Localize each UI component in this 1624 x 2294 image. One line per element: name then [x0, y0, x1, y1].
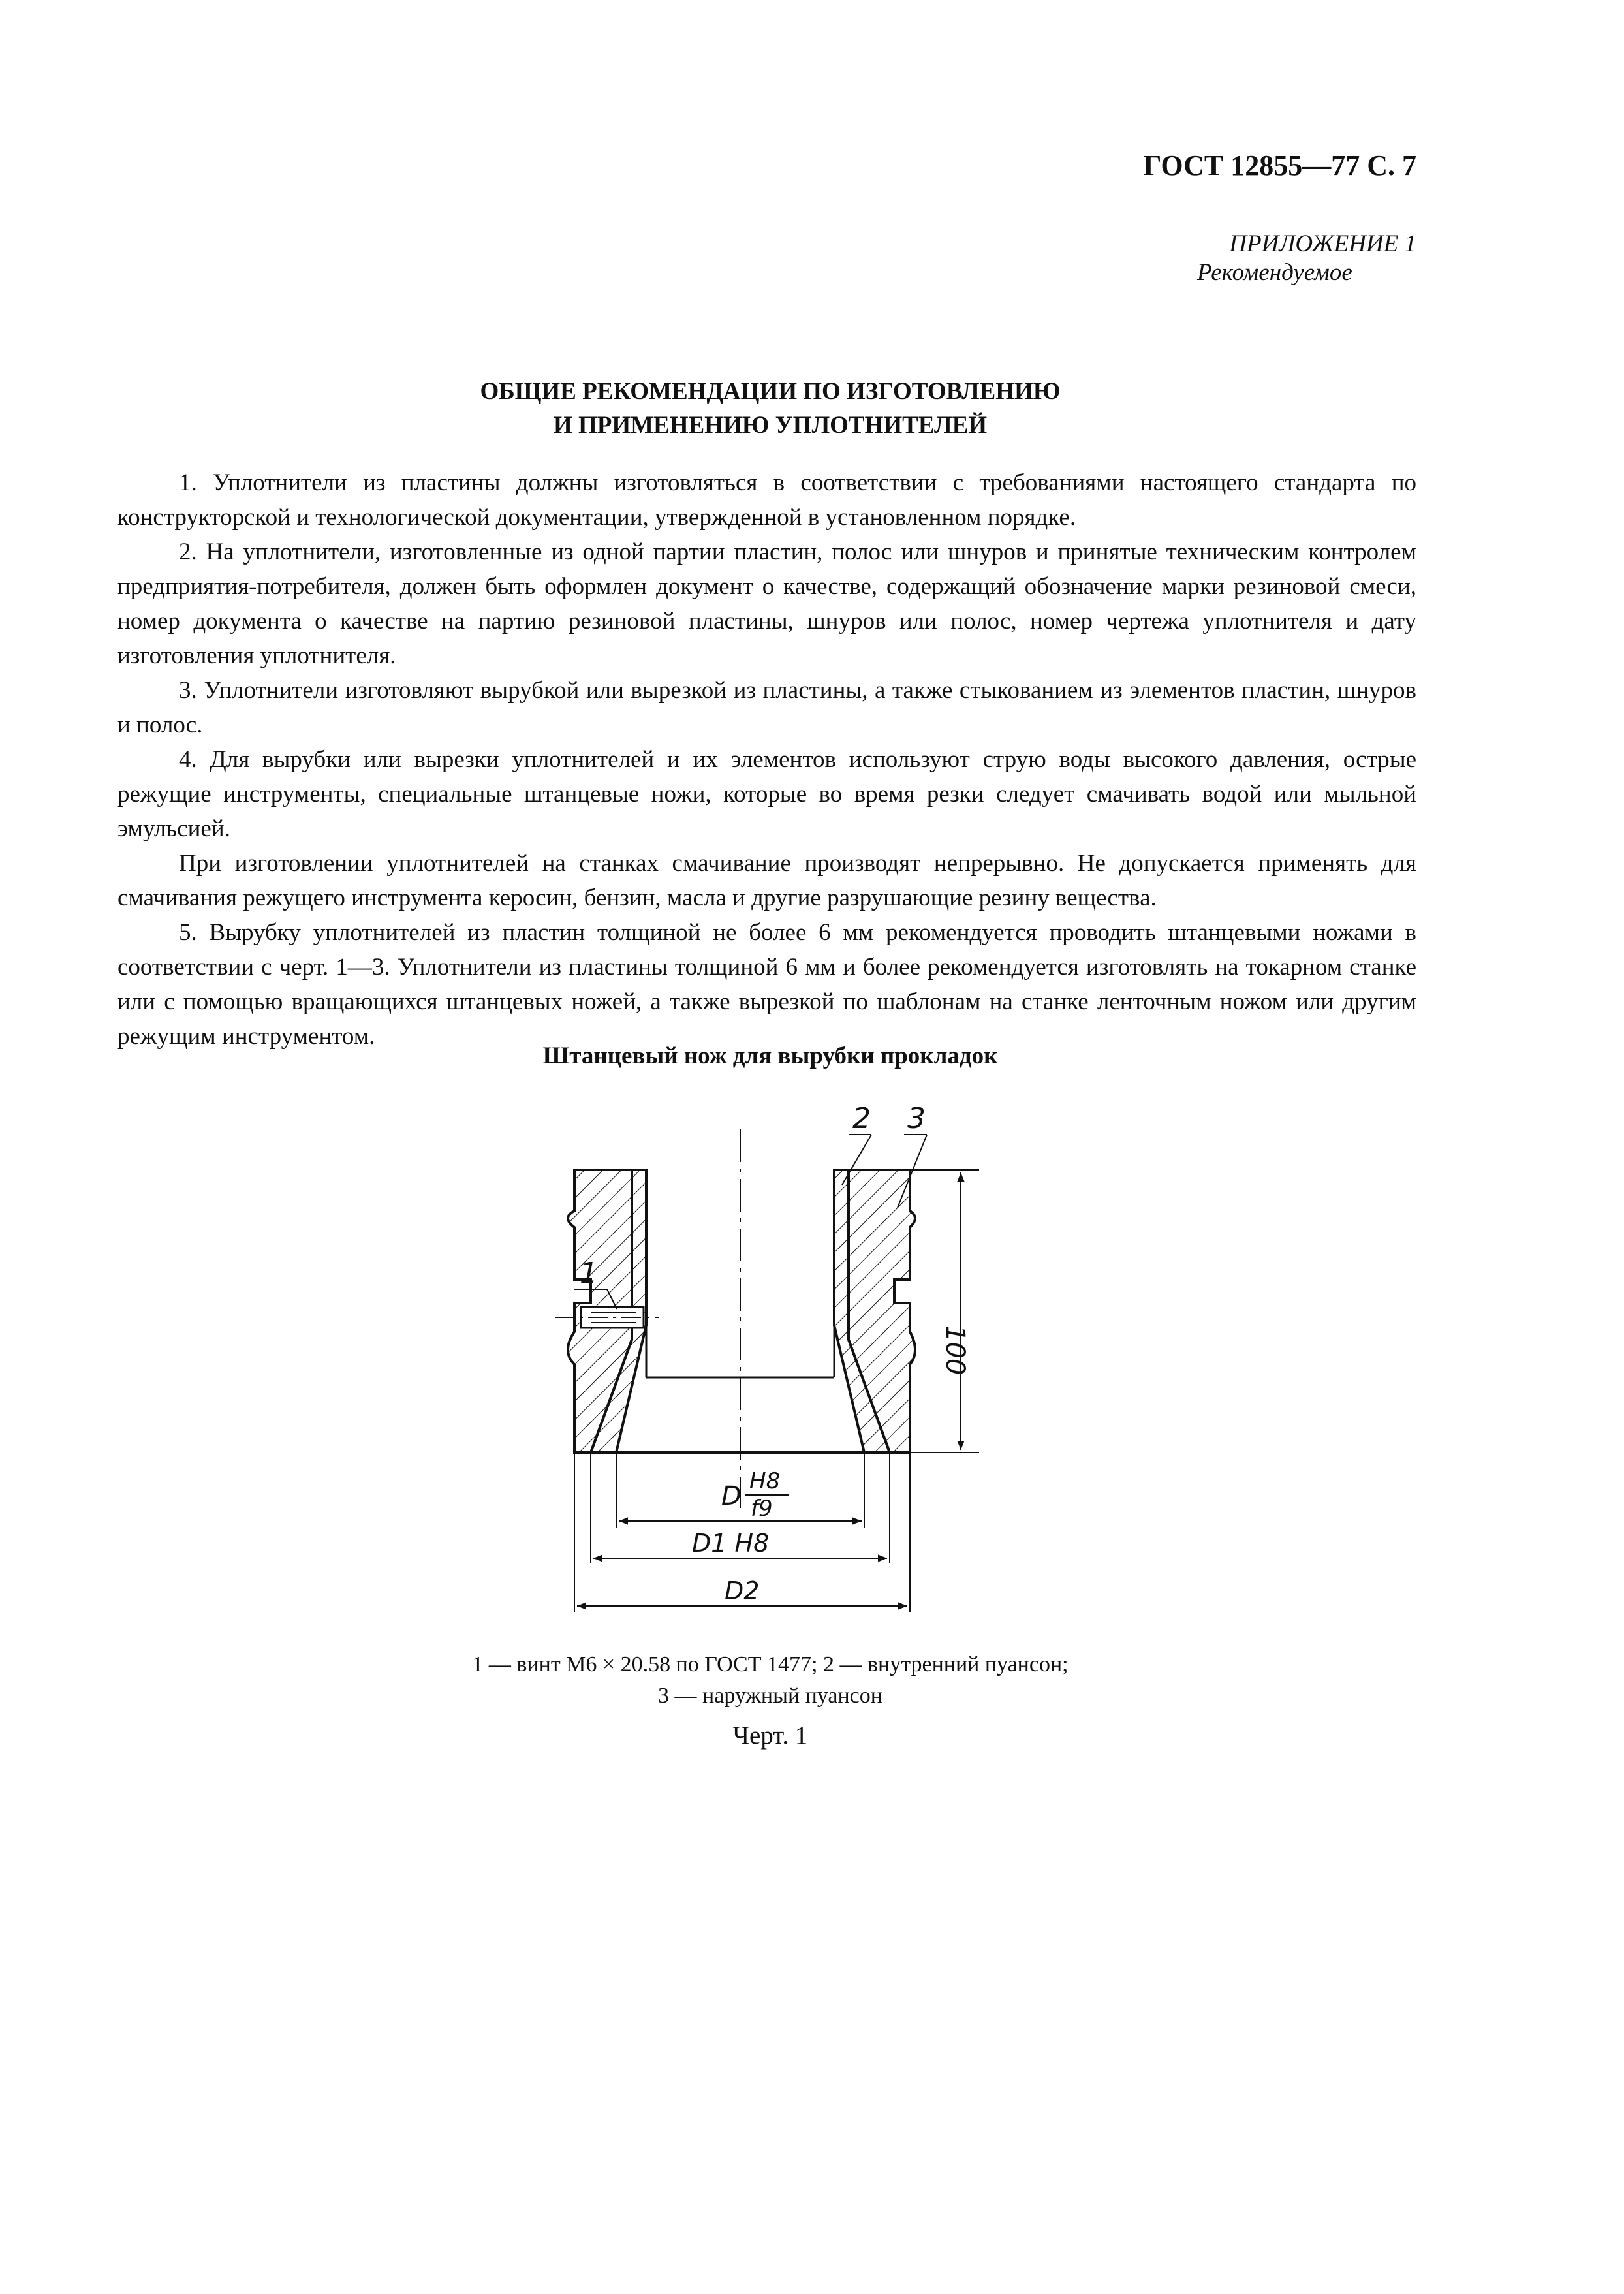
appendix-title: ПРИЛОЖЕНИЕ 1	[1229, 230, 1416, 257]
figure-label: Черт. 1	[732, 1721, 808, 1750]
dimension-D-tolerance-shaft: f9	[751, 1496, 773, 1522]
section-title-line2: И ПРИМЕНЕНИЮ УПЛОТНИТЕЛЕЙ	[553, 412, 988, 439]
drawing-caption	[0, 1649, 1540, 1712]
dimension-D2: D2	[725, 1577, 760, 1605]
callout-1: 1	[580, 1257, 598, 1290]
page-header: ГОСТ 12855—77 С. 7	[1143, 149, 1416, 181]
dimension-D-tolerance-hole: H8	[749, 1468, 781, 1494]
dimension-D1: D1 H8	[692, 1529, 770, 1558]
section-title-line1: ОБЩИЕ РЕКОМЕНДАЦИИ ПО ИЗГОТОВЛЕНИЮ	[480, 378, 1061, 405]
caption-line1: 1 — винт М6 × 20.58 по ГОСТ 1477; 2 — внутренний пуансон;	[472, 1652, 1069, 1676]
dimension-height: 100	[940, 1325, 970, 1375]
caption-line2: 3 — наружный пуансон	[658, 1684, 882, 1708]
paragraph-3: 3. Уплотнители изготовляют вырубкой или вырезкой из пластины, а также стыкованием из элементов пластин, шнуров и полос.	[117, 677, 1416, 738]
dimension-D-letter: D	[721, 1481, 742, 1511]
paragraph-1: 1. Уплотнители из пластины должны изготовляться в соответствии с требованиями настоящего стандарта по конструкторской и технологической документации, утвержденной в установленном порядке.	[117, 469, 1416, 531]
drawing-title: Штанцевый нож для вырубки прокладок	[542, 1043, 998, 1069]
screw	[555, 1307, 659, 1328]
paragraph-5: 5. Вырубку уплотнителей из пластин толщиной не более 6 мм рекомендуется проводить штанцевыми ножами в соответствии с черт. 1—3. Уплотнители из пластины толщиной 6 мм и более рекомендуется изготовлять на токарном станке или с помощью вращающихся штанцевых ножей, а также вырезкой по шаблонам на станке ленточным ножом или другим режущим инструментом.	[117, 919, 1416, 1050]
callout-2: 2	[852, 1102, 871, 1135]
callout-3: 3	[907, 1102, 926, 1135]
paragraph-2: 2. На уплотнители, изготовленные из одной партии пластин, полос или шнуров и принятые техническим контролем предприятия-потребителя, должен быть оформлен документ о качестве, содержащий обозначение марки резиновой смеси, номер документа о качестве на партию резиновой пластины, шнуров или полос, номер чертежа уплотнителя и дату изготовления уплотнителя.	[117, 539, 1416, 669]
paragraph-4-continued: При изготовлении уплотнителей на станках смачивание производят непрерывно. Не допускается применять для смачивания режущего инструмента керосин, бензин, масла и другие разрушающие резину вещества.	[117, 850, 1416, 911]
appendix-status: Рекомендуемое	[1197, 259, 1352, 286]
paragraph-4: 4. Для вырубки или вырезки уплотнителей и их элементов используют струю воды высокого давления, острые режущие инструменты, специальные штанцевые ножи, которые во время резки следует смачивать водой или мыльной эмульсией.	[117, 746, 1416, 842]
